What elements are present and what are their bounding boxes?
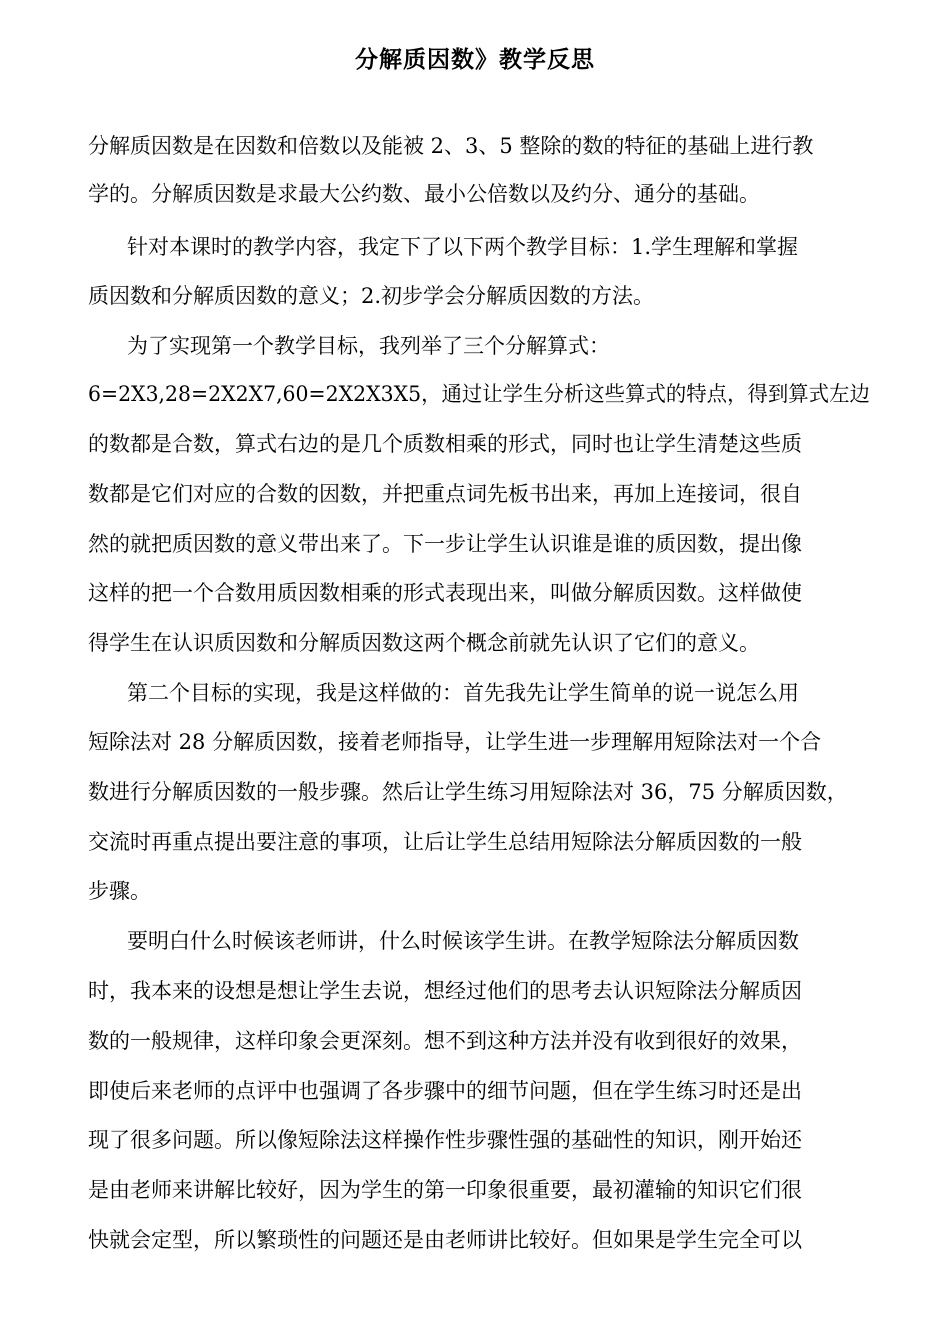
text-line: 现了很多问题。所以像短除法这样操作性步骤性强的基础性的知识，刚开始还 — [88, 1128, 802, 1152]
text-line: 即使后来老师的点评中也强调了各步骤中的细节问题，但在学生练习时还是出 — [88, 1079, 802, 1103]
text-line: 数进行分解质因数的一般步骤。然后让学生练习用短除法对 36，75 分解质因数， — [88, 780, 848, 804]
text-line: 是由老师来讲解比较好，因为学生的第一印象很重要，最初灌输的知识它们很 — [88, 1178, 802, 1202]
text-line: 质因数和分解质因数的意义；2.初步学会分解质因数的方法。 — [88, 284, 655, 308]
text-line: 学的。分解质因数是求最大公约数、最小公倍数以及约分、通分的基础。 — [88, 182, 760, 206]
text-line: 针对本课时的教学内容，我定下了以下两个教学目标：1.学生理解和掌握 — [127, 235, 799, 259]
text-line: 数的一般规律，这样印象会更深刻。想不到这种方法并没有收到很好的效果， — [88, 1029, 802, 1053]
text-line: 这样的把一个合数用质因数相乘的形式表现出来，叫做分解质因数。这样做使 — [88, 581, 802, 605]
text-line: 然的就把质因数的意义带出来了。下一步让学生认识谁是谁的质因数，提出像 — [88, 532, 802, 556]
text-line: 要明白什么时候该老师讲，什么时候该学生讲。在教学短除法分解质因数 — [127, 929, 799, 953]
text-line: 为了实现第一个教学目标，我列举了三个分解算式： — [127, 334, 610, 358]
text-line: 时，我本来的设想是想让学生去说，想经过他们的思考去认识短除法分解质因 — [88, 979, 802, 1003]
text-line: 快就会定型，所以繁琐性的问题还是由老师讲比较好。但如果是学生完全可以 — [88, 1228, 802, 1252]
text-line: 步骤。 — [88, 879, 151, 903]
text-line: 分解质因数是在因数和倍数以及能被 2、3、5 整除的数的特征的基础上进行教 — [88, 134, 814, 158]
text-line: 交流时再重点提出要注意的事项，让后让学生总结用短除法分解质因数的一般 — [88, 830, 802, 854]
text-line: 第二个目标的实现，我是这样做的：首先我先让学生简单的说一说怎么用 — [127, 681, 799, 705]
text-line: 6=2X3,28=2X2X7,60=2X2X3X5，通过让学生分析这些算式的特点，得到算式左边 — [88, 382, 870, 406]
text-line: 短除法对 28 分解质因数，接着老师指导，让学生进一步理解用短除法对一个合 — [88, 730, 822, 754]
document-title: 分解质因数》教学反思 — [355, 47, 595, 73]
text-line: 得学生在认识质因数和分解质因数这两个概念前就先认识了它们的意义。 — [88, 631, 760, 655]
text-line: 的数都是合数，算式右边的是几个质数相乘的形式，同时也让学生清楚这些质 — [88, 432, 802, 456]
text-line: 数都是它们对应的合数的因数，并把重点词先板书出来，再加上连接词，很自 — [88, 482, 802, 506]
